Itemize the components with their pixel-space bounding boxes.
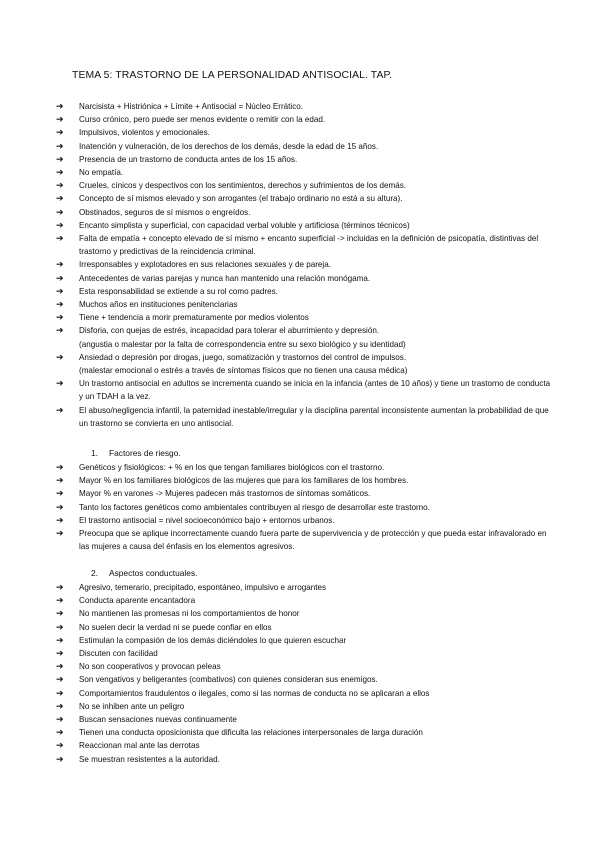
list-item-text: Mayor % en los familiares biológicos de las mujeres que para los familiares de los hombres. [79, 476, 409, 486]
list-item [56, 687, 556, 700]
arrow-bullet-icon: ➔ [56, 488, 64, 499]
behavioral-aspects-list [56, 581, 556, 766]
section-1-title: Factores de riesgo. [109, 448, 181, 458]
arrow-bullet-icon: ➔ [56, 462, 64, 472]
list-item [56, 100, 556, 113]
list-item [56, 113, 556, 126]
section-1-heading [91, 447, 181, 460]
list-item-text: Muchos años en instituciones penitenciarias [79, 300, 238, 310]
list-item-text: Encanto simplista y superficial, con capacidad verbal voluble y artificiosa (términos técnicos) [79, 220, 410, 230]
list-item [56, 487, 556, 500]
arrow-bullet-icon: ➔ [56, 700, 64, 711]
list-item [56, 377, 556, 403]
list-item [56, 351, 556, 364]
arrow-bullet-icon: ➔ [56, 312, 64, 323]
list-item [56, 700, 556, 713]
list-item [56, 607, 556, 620]
list-item-text: Tanto los factores genéticos como ambientales contribuyen al riesgo de desarrollar este trastorno. [79, 502, 430, 512]
arrow-bullet-icon: ➔ [56, 501, 64, 512]
list-item-text: Comportamientos fraudulentos o ilegales, como si las normas de conducta no se aplicaran a ellos [79, 688, 430, 698]
list-item-text: Inatención y vulneración, de los derechos de los demás, desde la edad de 15 años. [79, 141, 379, 151]
arrow-bullet-icon: ➔ [56, 299, 64, 310]
arrow-bullet-icon: ➔ [56, 259, 64, 270]
list-item-text: Se muestran resistentes a la autoridad. [79, 754, 220, 764]
list-item-text: Genéticos y fisiológicos: + % en los que tengan familiares biológicos con el trastorno. [79, 463, 385, 472]
list-item [56, 311, 556, 324]
list-item-text: Mayor % en varones -> Mujeres padecen más trastornos de síntomas somáticos. [79, 489, 371, 499]
list-item-text: Reaccionan mal ante las derrotas [79, 741, 200, 751]
list-item-text: Falta de empatía + concepto elevado de sí mismo + encanto superficial -> incluidas en la definición de psicopatía, distintivas del trastorno y predictivas de la reincidencia criminal. [79, 234, 539, 257]
arrow-bullet-icon: ➔ [56, 582, 64, 592]
arrow-bullet-icon: ➔ [56, 740, 64, 751]
list-item [56, 232, 556, 258]
list-item-text: Ansiedad o depresión por drogas, juego, somatización y trastornos del control de impulsos. [79, 352, 407, 362]
list-item [56, 713, 556, 726]
list-item-text: Concepto de sí mismos elevado y son arrogantes (el trabajo ordinario no está a su altura). [79, 194, 403, 204]
list-item [56, 461, 556, 474]
list-item [56, 126, 556, 139]
list-item [56, 514, 556, 527]
list-item-text: No son cooperativos y provocan peleas [79, 662, 221, 672]
arrow-bullet-icon: ➔ [56, 608, 64, 619]
list-item [56, 581, 556, 594]
list-item [56, 285, 556, 298]
arrow-bullet-icon: ➔ [56, 595, 64, 606]
parenthetical-note: (angustia o malestar por la falta de correspondencia entre su sexo biológico y su identidad) [79, 339, 406, 349]
list-item-text: Obstinados, seguros de sí mismos o engreídos. [79, 207, 251, 217]
arrow-bullet-icon: ➔ [56, 661, 64, 672]
risk-factors-list [56, 461, 556, 553]
list-item [56, 474, 556, 487]
list-item-text: Preocupa que se aplique incorrectamente cuando fuera parte de supervivencia y de protección y que pueda estar infravalorado en las mujeres a causa del énfasis en los elementos agresivos. [79, 529, 547, 552]
arrow-bullet-icon: ➔ [56, 514, 64, 525]
arrow-bullet-icon: ➔ [56, 634, 64, 645]
list-item-text: No empatía. [79, 168, 124, 178]
list-item [56, 673, 556, 686]
list-item-text: Presencia de un trastorno de conducta antes de los 15 años. [79, 154, 298, 164]
list-item [56, 753, 556, 766]
list-item [56, 272, 556, 285]
list-item-text: Curso crónico, pero puede ser menos evidente o remitir con la edad. [79, 115, 326, 125]
list-item [56, 726, 556, 739]
list-item [56, 179, 556, 192]
arrow-bullet-icon: ➔ [56, 727, 64, 738]
arrow-bullet-icon: ➔ [56, 233, 64, 244]
arrow-bullet-icon: ➔ [56, 714, 64, 725]
list-item [56, 324, 556, 337]
arrow-bullet-icon: ➔ [56, 753, 64, 764]
section-1-number: 1. [91, 448, 98, 458]
list-item-text: Impulsivos, violentos y emocionales. [79, 128, 210, 138]
list-item-text: Antecedentes de varias parejas y nunca han mantenido una relación monógama. [79, 273, 371, 283]
list-item-text: No suelen decir la verdad ni se puede confiar en ellos [79, 622, 272, 632]
arrow-bullet-icon: ➔ [56, 687, 64, 698]
list-item [56, 647, 556, 660]
arrow-bullet-icon: ➔ [56, 404, 64, 415]
arrow-bullet-icon: ➔ [56, 475, 64, 486]
arrow-bullet-icon: ➔ [56, 114, 64, 125]
parenthetical-note: (malestar emocional o estrés a través de síntomas físicos que no tienen una causa médica) [79, 366, 408, 376]
arrow-bullet-icon: ➔ [56, 378, 64, 389]
arrow-bullet-icon: ➔ [56, 206, 64, 217]
list-item [56, 258, 556, 271]
list-item [56, 298, 556, 311]
list-item-text: Tienen una conducta oposicionista que dificulta las relaciones interpersonales de larga duración [79, 728, 423, 738]
list-item-text: Esta responsabilidad se extiende a su rol como padres. [79, 286, 278, 296]
list-item-text: Narcisista + Histriónica + Límite + Antisocial = Núcleo Errático. [79, 102, 304, 111]
list-item-text: Estimulan la compasión de los demás diciéndoles lo que quieren escuchar [79, 635, 347, 645]
list-item-text: Son vengativos y beligerantes (combativos) con quienes consideran sus enemigos. [79, 675, 378, 685]
arrow-bullet-icon: ➔ [56, 351, 64, 362]
list-item [56, 140, 556, 153]
list-item [56, 404, 556, 430]
arrow-bullet-icon: ➔ [56, 272, 64, 283]
list-item [56, 527, 556, 553]
arrow-bullet-icon: ➔ [56, 193, 64, 204]
list-item [56, 153, 556, 166]
list-item-text: Irresponsables y explotadores en sus relaciones sexuales y de pareja. [79, 260, 331, 270]
arrow-bullet-icon: ➔ [56, 621, 64, 632]
section-2-heading [91, 567, 197, 580]
page-title: TEMA 5: TRASTORNO DE LA PERSONALIDAD ANTISOCIAL. TAP. [72, 70, 393, 81]
arrow-bullet-icon: ➔ [56, 180, 64, 191]
arrow-bullet-icon: ➔ [56, 674, 64, 685]
list-item [56, 621, 556, 634]
list-item-text: Agresivo, temerario, precipitado, espontáneo, impulsivo e arrogantes [79, 583, 326, 592]
arrow-bullet-icon: ➔ [56, 285, 64, 296]
list-item [56, 594, 556, 607]
arrow-bullet-icon: ➔ [56, 153, 64, 164]
list-item-text: Un trastorno antisocial en adultos se incrementa cuando se inicia en la infancia (antes de 10 años) y tiene un trastorno de conducta y un TDAH a la vez. [79, 379, 551, 402]
arrow-bullet-icon: ➔ [56, 325, 64, 336]
arrow-bullet-icon: ➔ [56, 140, 64, 151]
list-item [56, 501, 556, 514]
list-item [56, 206, 556, 219]
list-item-text: El abuso/negligencia infantil, la paternidad inestable/irregular y la disciplina parental inconsistente aumentan la probabilidad de que un trastorno se convierta en uno antisocial. [79, 405, 549, 428]
intro-list [56, 100, 556, 430]
section-2-title: Aspectos conductuales. [109, 568, 198, 578]
list-item [56, 192, 556, 205]
section-2-number: 2. [91, 568, 98, 578]
list-item [56, 660, 556, 673]
list-item-text: Conducta aparente encantadora [79, 596, 196, 606]
arrow-bullet-icon: ➔ [56, 648, 64, 659]
arrow-bullet-icon: ➔ [56, 167, 64, 178]
list-item-text: Buscan sensaciones nuevas continuamente [79, 715, 237, 725]
list-item-text: No se inhiben ante un peligro [79, 701, 185, 711]
arrow-bullet-icon: ➔ [56, 528, 64, 539]
list-item-text: Tiene + tendencia a morir prematuramente por medios violentos [79, 313, 309, 323]
list-item-text: Discuten con facilidad [79, 649, 158, 659]
list-item-text: El trastorno antisocial = nivel socioeconómico bajo + entornos urbanos. [79, 515, 335, 525]
list-item [56, 219, 556, 232]
list-item [56, 739, 556, 752]
list-item-text: No mantienen las promesas ni los comportamientos de honor [79, 609, 300, 619]
arrow-bullet-icon: ➔ [56, 101, 64, 111]
list-item-text: Crueles, cínicos y despectivos con los sentimientos, derechos y sufrimientos de los demás. [79, 181, 407, 191]
list-item-text: Disforia, con quejas de estrés, incapacidad para tolerar el aburrimiento y depresión. [79, 326, 380, 336]
list-item [56, 166, 556, 179]
list-item [56, 634, 556, 647]
arrow-bullet-icon: ➔ [56, 127, 64, 138]
arrow-bullet-icon: ➔ [56, 219, 64, 230]
